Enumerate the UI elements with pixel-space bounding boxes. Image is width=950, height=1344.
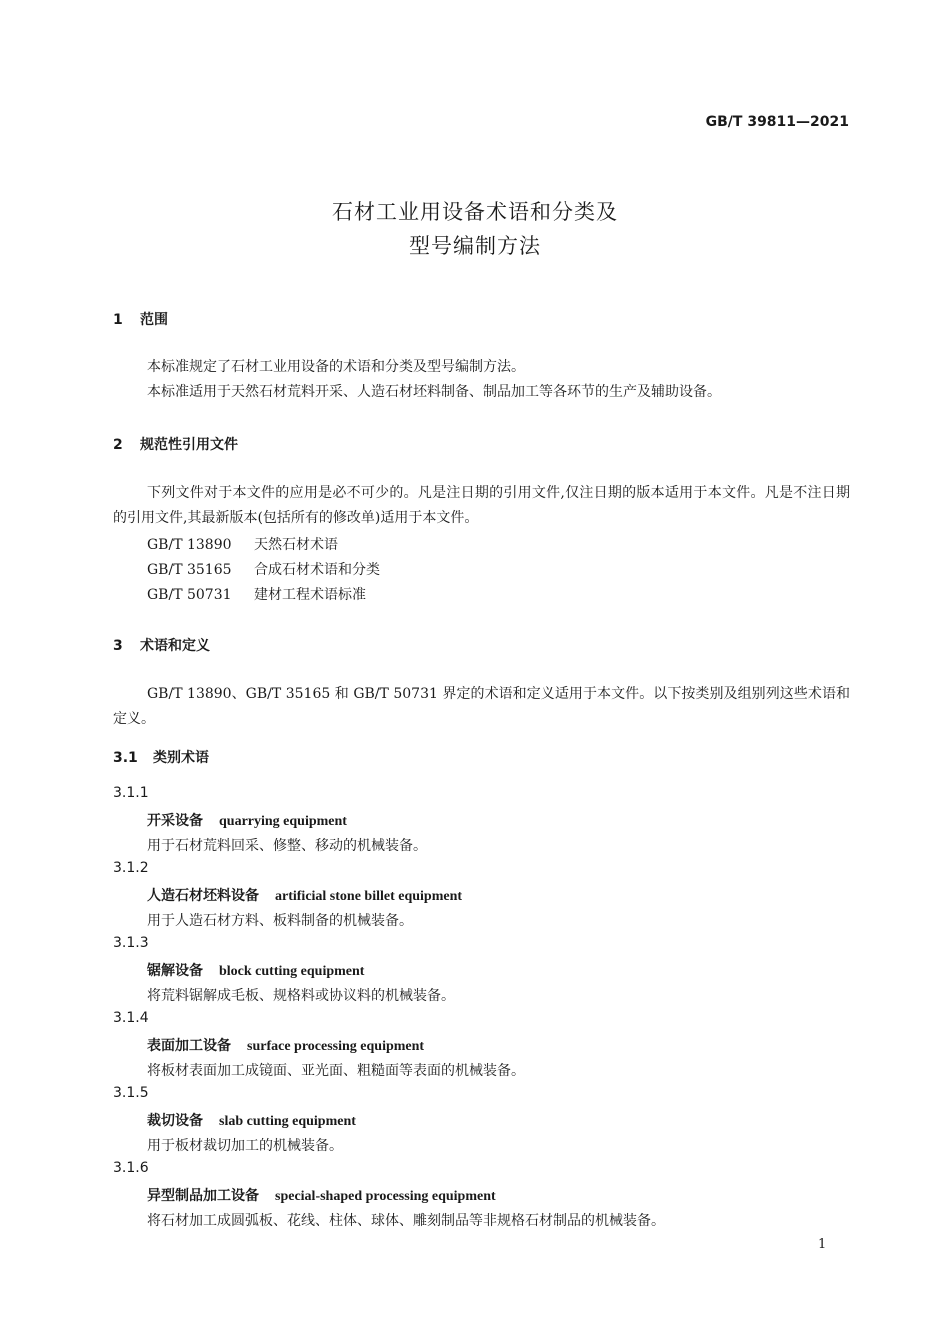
term-name-zh: 裁切设备 — [147, 1113, 203, 1129]
section-title: 范围 — [140, 312, 168, 328]
term-number: 3.1.2 — [113, 860, 149, 876]
term-name — [147, 810, 347, 830]
term-name-zh: 锯解设备 — [147, 963, 203, 979]
section-number: 3 — [113, 638, 123, 654]
reference-name: 天然石材术语 — [254, 537, 338, 553]
term-name — [147, 1110, 356, 1130]
paragraph: GB/T 13890、GB/T 35165 和 GB/T 50731 界定的术语和定义适用于本文件。以下按类别及组别列这些术语和定义。 — [113, 686, 850, 727]
term-name-en: special-shaped processing equipment — [275, 1189, 496, 1204]
reference-code: GB/T 50731 — [147, 587, 232, 603]
section-title: 术语和定义 — [140, 638, 210, 654]
reference-name: 合成石材术语和分类 — [254, 562, 380, 578]
term-number: 3.1.5 — [113, 1085, 149, 1101]
paragraph: 本标准适用于天然石材荒料开采、人造石材坯料制备、制品加工等各环节的生产及辅助设备。 — [147, 384, 721, 400]
doc-title-line1: 石材工业用设备术语和分类及 — [332, 200, 618, 224]
term-definition: 将板材表面加工成镜面、亚光面、粗糙面等表面的机械装备。 — [147, 1063, 525, 1079]
subsection-number: 3.1 — [113, 750, 138, 766]
reference-item — [147, 584, 366, 604]
term-number: 3.1.6 — [113, 1160, 149, 1176]
term-name — [147, 960, 364, 980]
term-name-en: block cutting equipment — [219, 964, 365, 979]
term-definition: 将荒料锯解成毛板、规格料或协议料的机械装备。 — [147, 988, 455, 1004]
term-name — [147, 885, 462, 905]
doc-title-line2: 型号编制方法 — [409, 234, 541, 258]
standard-code: GB/T 39811—2021 — [705, 114, 849, 130]
page-number: 1 — [818, 1237, 827, 1252]
term-name — [147, 1185, 496, 1205]
term-name-en: artificial stone billet equipment — [275, 889, 463, 904]
term-name-zh: 开采设备 — [147, 813, 203, 829]
term-name-zh: 表面加工设备 — [147, 1038, 231, 1054]
term-name-zh: 人造石材坯料设备 — [147, 888, 259, 904]
subsection-title: 类别术语 — [153, 750, 209, 766]
term-name-en: surface processing equipment — [247, 1039, 425, 1054]
section-1-heading — [113, 309, 168, 329]
reference-item — [147, 559, 380, 579]
term-definition: 将石材加工成圆弧板、花线、柱体、球体、雕刻制品等非规格石材制品的机械装备。 — [147, 1213, 665, 1229]
term-definition: 用于板材裁切加工的机械装备。 — [147, 1138, 343, 1154]
reference-name: 建材工程术语标准 — [254, 587, 366, 603]
reference-code: GB/T 13890 — [147, 537, 232, 553]
term-number: 3.1.3 — [113, 935, 149, 951]
term-number: 3.1.4 — [113, 1010, 149, 1026]
term-name — [147, 1035, 424, 1055]
term-number: 3.1.1 — [113, 785, 149, 801]
section-title: 规范性引用文件 — [140, 437, 238, 453]
reference-code: GB/T 35165 — [147, 562, 232, 578]
section-2-heading — [113, 434, 238, 454]
section-number: 1 — [113, 312, 123, 328]
term-definition: 用于人造石材方料、板料制备的机械装备。 — [147, 913, 413, 929]
paragraph: 下列文件对于本文件的应用是必不可少的。凡是注日期的引用文件,仅注日期的版本适用于本文件。凡是不注日期的引用文件,其最新版本(包括所有的修改单)适用于本文件。 — [113, 485, 850, 526]
term-name-en: slab cutting equipment — [219, 1114, 356, 1129]
subsection-heading — [113, 747, 209, 767]
term-name-en: quarrying equipment — [219, 814, 347, 829]
section-3-heading — [113, 635, 210, 655]
paragraph: 本标准规定了石材工业用设备的术语和分类及型号编制方法。 — [147, 359, 525, 375]
section-number: 2 — [113, 437, 123, 453]
term-name-zh: 异型制品加工设备 — [147, 1188, 259, 1204]
term-definition: 用于石材荒料回采、修整、移动的机械装备。 — [147, 838, 427, 854]
reference-item — [147, 534, 338, 554]
